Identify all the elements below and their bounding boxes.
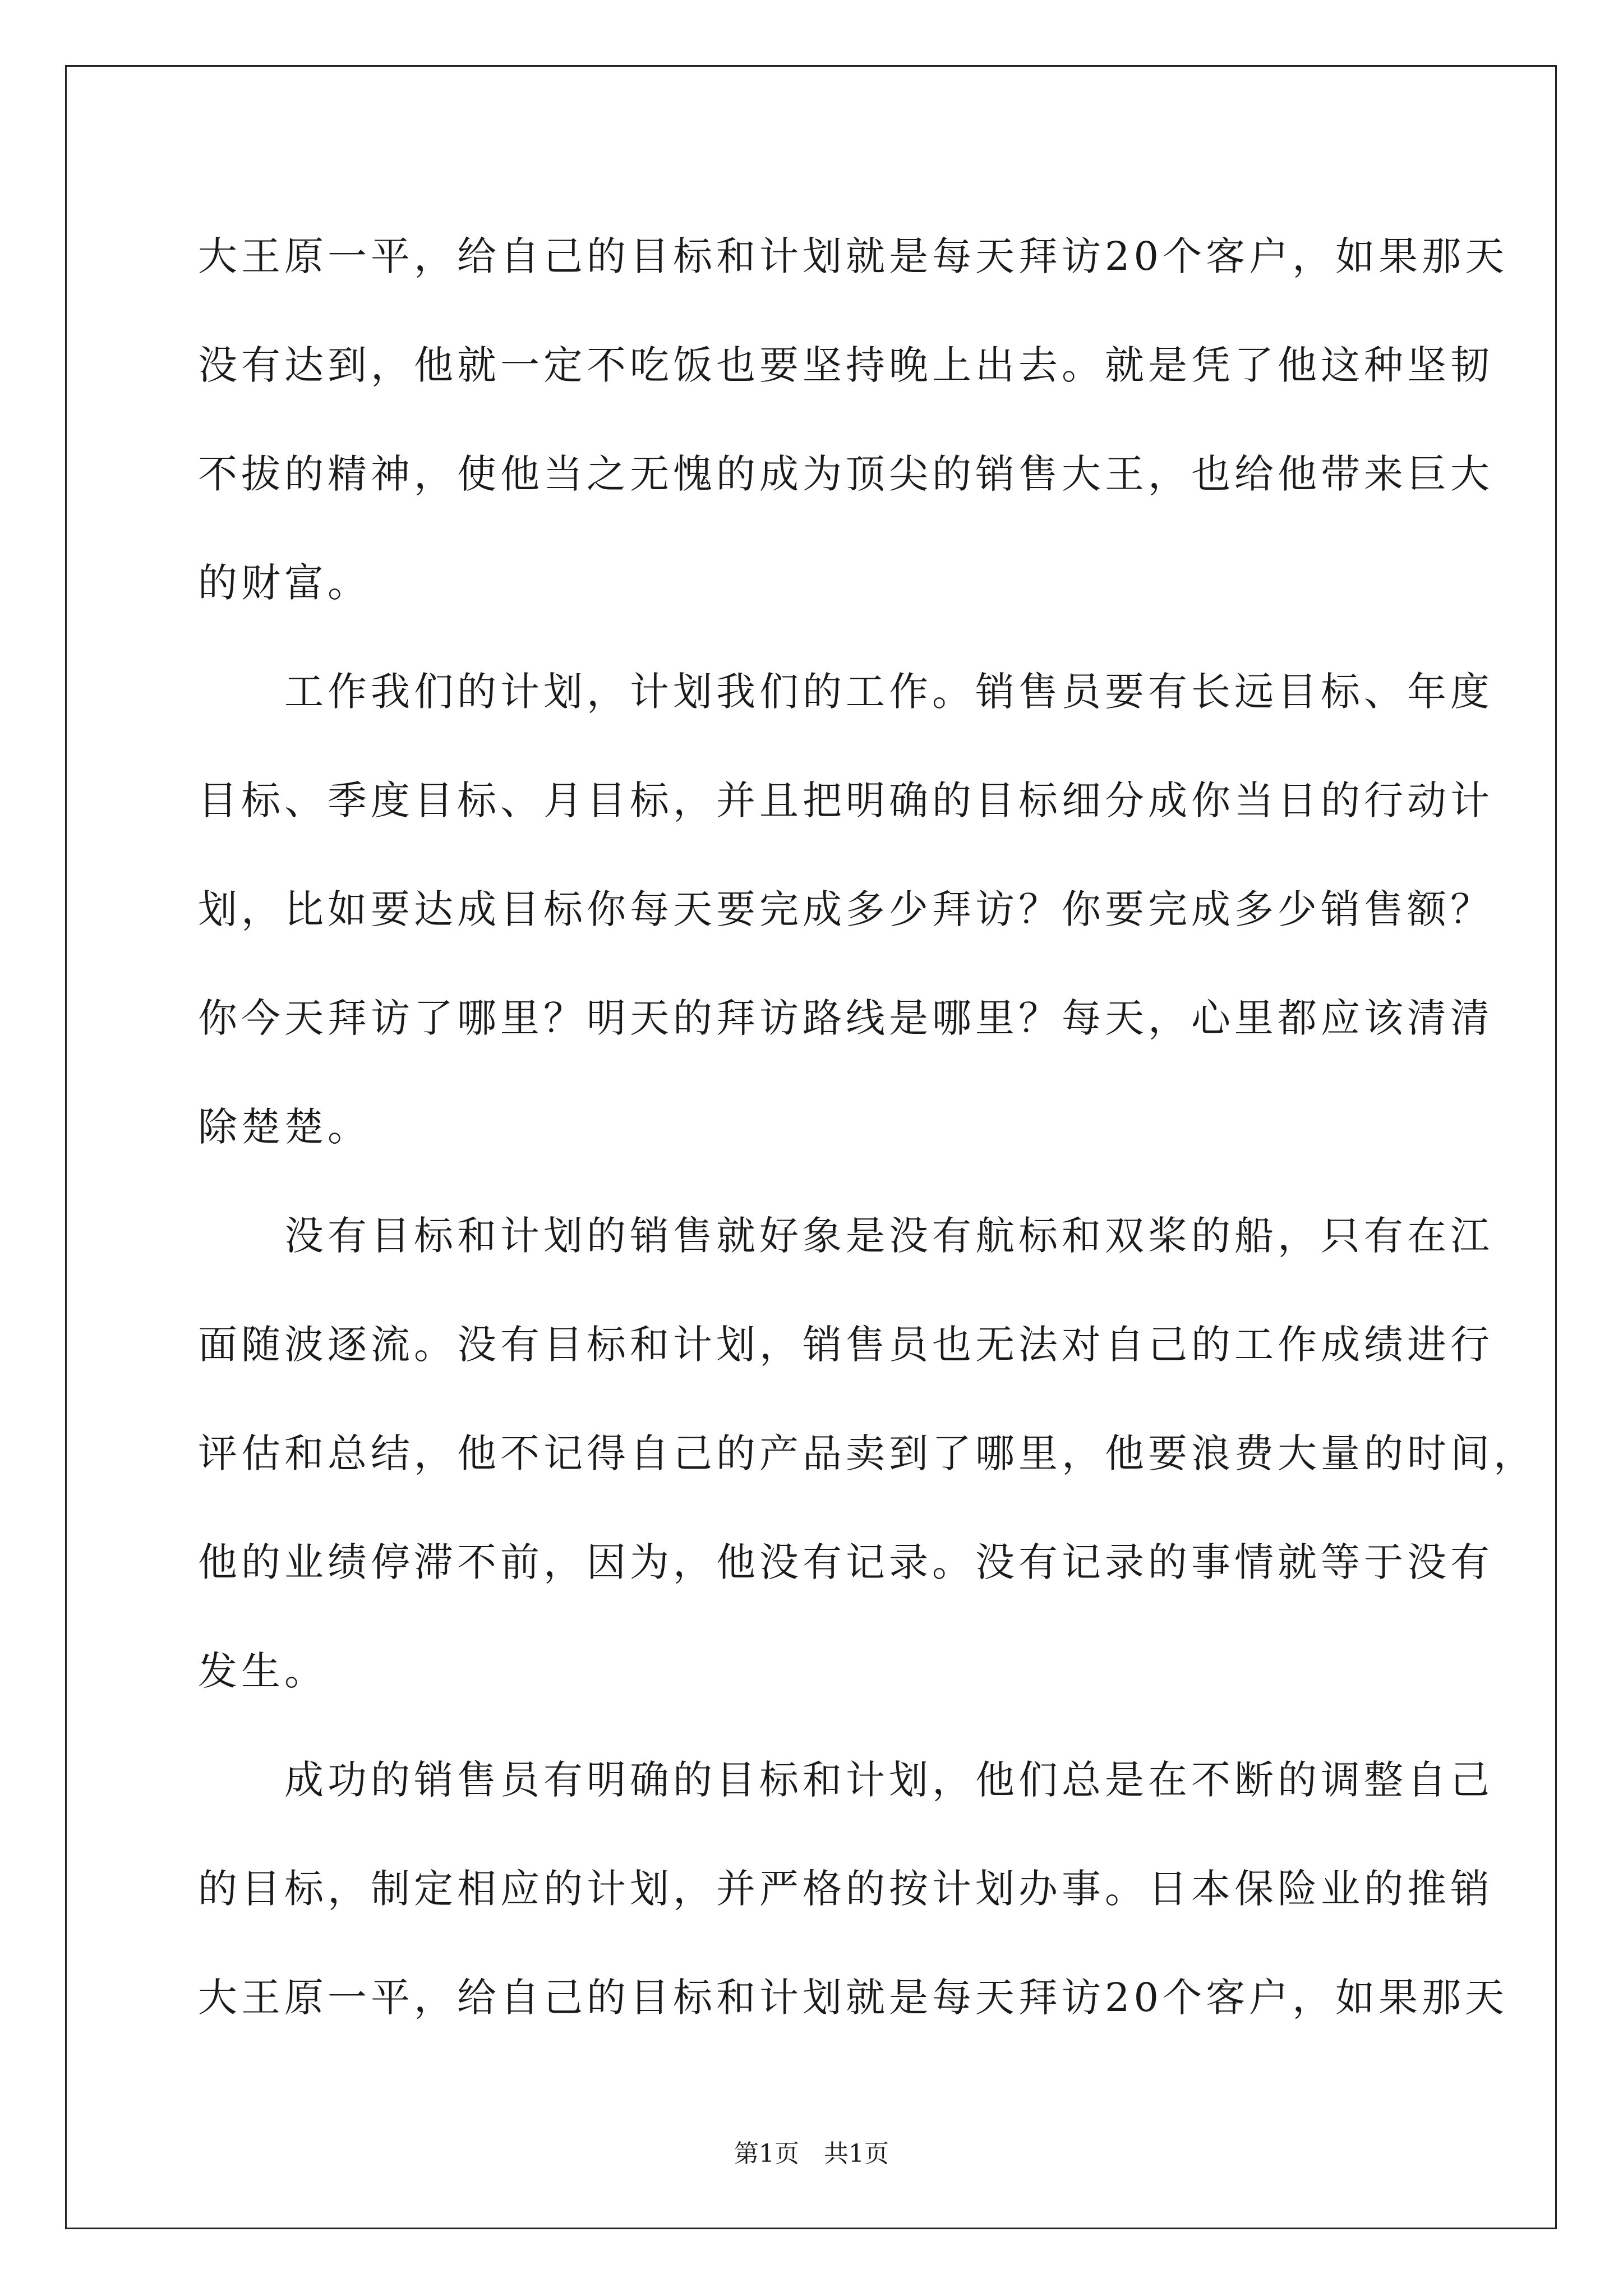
text-line: 大王原一平，给自己的目标和计划就是每天拜访20个客户，如果那天 [198, 233, 1509, 279]
text-line: 的目标，制定相应的计划，并严格的按计划办事。日本保险业的推销 [198, 1866, 1493, 1912]
text-line: 目标、季度目标、月目标，并且把明确的目标细分成你当日的行动计 [198, 777, 1493, 823]
text-line: 评估和总结，他不记得自己的产品卖到了哪里，他要浪费大量的时间， [198, 1430, 1537, 1476]
text-line: 成功的销售员有明确的目标和计划，他们总是在不断的调整自己 [198, 1757, 1493, 1803]
text-line: 没有目标和计划的销售就好象是没有航标和双桨的船，只有在江 [198, 1213, 1493, 1259]
text-line: 发生。 [198, 1648, 328, 1694]
text-line: 你今天拜访了哪里？明天的拜访路线是哪里？每天，心里都应该清清 [198, 995, 1493, 1041]
text-line: 划，比如要达成目标你每天要完成多少拜访？你要完成多少销售额？ [198, 886, 1493, 932]
document-body [198, 202, 1537, 2052]
text-line: 的财富。 [198, 560, 371, 606]
text-line: 不拔的精神，使他当之无愧的成为顶尖的销售大王，也给他带来巨大 [198, 451, 1493, 497]
text-line: 他的业绩停滞不前，因为，他没有记录。没有记录的事情就等于没有 [198, 1539, 1493, 1585]
text-line: 面随波逐流。没有目标和计划，销售员也无法对自己的工作成绩进行 [198, 1322, 1493, 1368]
text-line: 没有达到，他就一定不吃饭也要坚持晚上出去。就是凭了他这种坚韧 [198, 342, 1493, 388]
text-line: 工作我们的计划，计划我们的工作。销售员要有长远目标、年度 [198, 669, 1493, 715]
page-footer: 第1页 共1页 [734, 2139, 889, 2168]
text-line: 除楚楚。 [198, 1104, 371, 1150]
text-line: 大王原一平，给自己的目标和计划就是每天拜访20个客户，如果那天 [198, 1975, 1509, 2021]
